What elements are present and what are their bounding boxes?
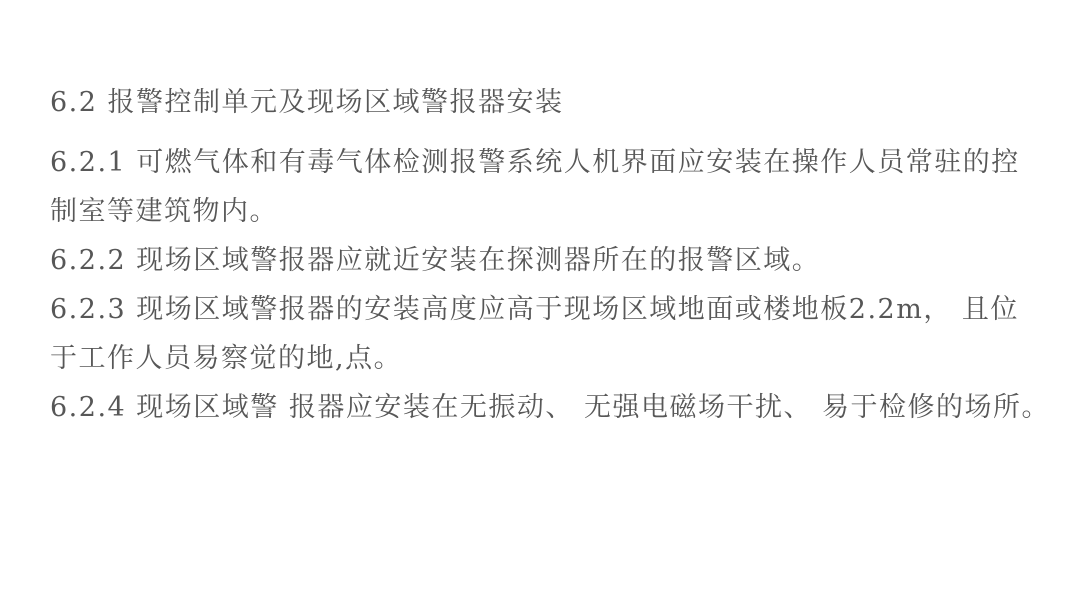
clause-6-2-4-line-1: 6.2.4 现场区域警 报器应安装在无振动、 无强电磁场干扰、 易于检修的场所。	[50, 392, 1051, 423]
clause-6-2-2-line-1: 6.2.2 现场区域警报器应就近安装在探测器所在的报警区域。	[50, 245, 821, 276]
clause-6-2-3-line-1: 6.2.3 现场区域警报器的安装高度应高于现场区域地面或楼地板2.2m， 且位	[50, 294, 1019, 325]
clause-6-2-3-line-2: 于工作人员易察觉的地,点。	[50, 343, 403, 374]
clause-6-2-1-line-1: 6.2.1 可燃气体和有毒气体检测报警系统人机界面应安装在操作人员常驻的控	[50, 147, 1020, 178]
section-heading: 6.2 报警控制单元及现场区域警报器安装	[50, 87, 564, 118]
document-body	[50, 78, 1051, 432]
clause-6-2-1-line-2: 制室等建筑物内。	[50, 196, 278, 227]
